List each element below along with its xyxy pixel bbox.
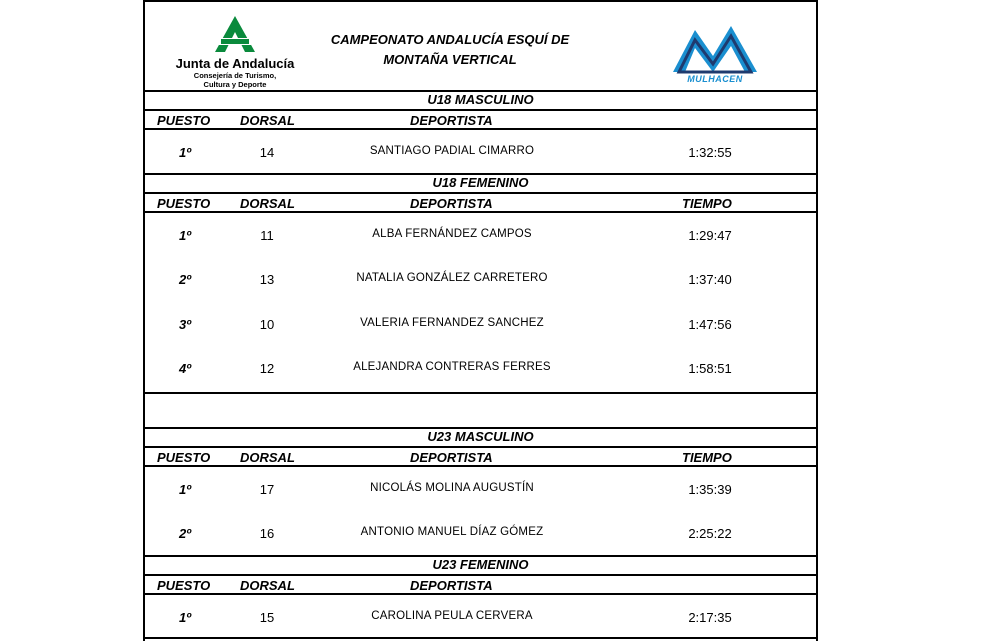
- divider: [145, 128, 816, 130]
- mulhacen-logo: [665, 16, 765, 88]
- col-tiempo: TIEMPO: [682, 196, 732, 211]
- org-sub1: Consejería de Turismo,: [193, 71, 277, 80]
- row-dorsal: 13: [259, 272, 275, 287]
- row-tiempo: 1:58:51: [688, 361, 732, 376]
- row-dorsal: 16: [259, 526, 275, 541]
- junta-andalucia-logo: [170, 14, 300, 90]
- row-deportista: NICOLÁS MOLINA AUGUSTÍN: [370, 482, 534, 494]
- row-dorsal: 11: [260, 228, 274, 243]
- row-puesto: 1º: [179, 482, 191, 497]
- row-tiempo: 1:37:40: [688, 272, 732, 287]
- row-tiempo: 1:32:55: [688, 145, 732, 160]
- divider: [145, 211, 816, 213]
- category-title: U23 MASCULINO: [427, 429, 534, 444]
- row-dorsal: 12: [259, 361, 275, 376]
- org-sub2: Cultura y Deporte: [203, 80, 267, 89]
- divider: [145, 593, 816, 595]
- row-dorsal: 17: [259, 482, 275, 497]
- divider: [145, 465, 816, 467]
- col-puesto: PUESTO: [157, 578, 211, 593]
- event-title-line1: CAMPEONATO ANDALUCÍA ESQUÍ DE: [330, 32, 570, 47]
- row-puesto: 1º: [179, 145, 191, 160]
- col-dorsal: DORSAL: [240, 113, 295, 128]
- col-puesto: PUESTO: [157, 113, 211, 128]
- results-sheet: [143, 0, 818, 641]
- row-deportista: ALEJANDRA CONTRERAS FERRES: [353, 361, 551, 373]
- row-dorsal: 10: [259, 317, 275, 332]
- col-deportista: DEPORTISTA: [410, 196, 493, 211]
- row-puesto: 2º: [179, 272, 191, 287]
- row-tiempo: 1:29:47: [688, 228, 732, 243]
- row-tiempo: 2:25:22: [688, 526, 732, 541]
- col-tiempo: TIEMPO: [682, 450, 732, 465]
- row-deportista: VALERIA FERNANDEZ SANCHEZ: [360, 317, 544, 329]
- divider: [145, 192, 816, 194]
- divider: [145, 392, 816, 394]
- top-border: [145, 0, 816, 2]
- row-tiempo: 1:47:56: [688, 317, 732, 332]
- col-deportista: DEPORTISTA: [410, 450, 493, 465]
- col-puesto: PUESTO: [157, 450, 211, 465]
- divider: [145, 574, 816, 576]
- sponsor-name: MULHACEN: [687, 74, 743, 84]
- col-dorsal: DORSAL: [240, 450, 295, 465]
- col-puesto: PUESTO: [157, 196, 211, 211]
- row-puesto: 1º: [179, 610, 191, 625]
- divider: [145, 109, 816, 111]
- row-deportista: NATALIA GONZÁLEZ CARRETERO: [356, 272, 548, 284]
- row-tiempo: 1:35:39: [688, 482, 732, 497]
- event-title-line2: MONTAÑA VERTICAL: [383, 52, 517, 67]
- col-dorsal: DORSAL: [240, 196, 295, 211]
- divider: [145, 637, 816, 639]
- mountain-m-icon: [665, 16, 765, 76]
- junta-logo-icon: [205, 14, 265, 54]
- divider: [145, 446, 816, 448]
- row-puesto: 4º: [179, 361, 191, 376]
- category-title: U18 MASCULINO: [427, 92, 534, 107]
- row-tiempo: 2:17:35: [688, 610, 732, 625]
- row-puesto: 2º: [179, 526, 191, 541]
- category-title: U18 FEMENINO: [432, 175, 529, 190]
- col-deportista: DEPORTISTA: [410, 578, 493, 593]
- event-title: [310, 30, 590, 70]
- row-deportista: SANTIAGO PADIAL CIMARRO: [369, 145, 535, 157]
- row-deportista: ALBA FERNÁNDEZ CAMPOS: [372, 228, 532, 240]
- row-puesto: 1º: [179, 228, 191, 243]
- row-deportista: CAROLINA PEULA CERVERA: [371, 610, 533, 622]
- org-name: Junta de Andalucía: [175, 56, 295, 71]
- col-deportista: DEPORTISTA: [410, 113, 493, 128]
- row-dorsal: 14: [259, 145, 275, 160]
- category-title: U23 FEMENINO: [432, 557, 529, 572]
- col-dorsal: DORSAL: [240, 578, 295, 593]
- row-puesto: 3º: [179, 317, 191, 332]
- row-deportista: ANTONIO MANUEL DÍAZ GÓMEZ: [360, 526, 544, 538]
- row-dorsal: 15: [259, 610, 275, 625]
